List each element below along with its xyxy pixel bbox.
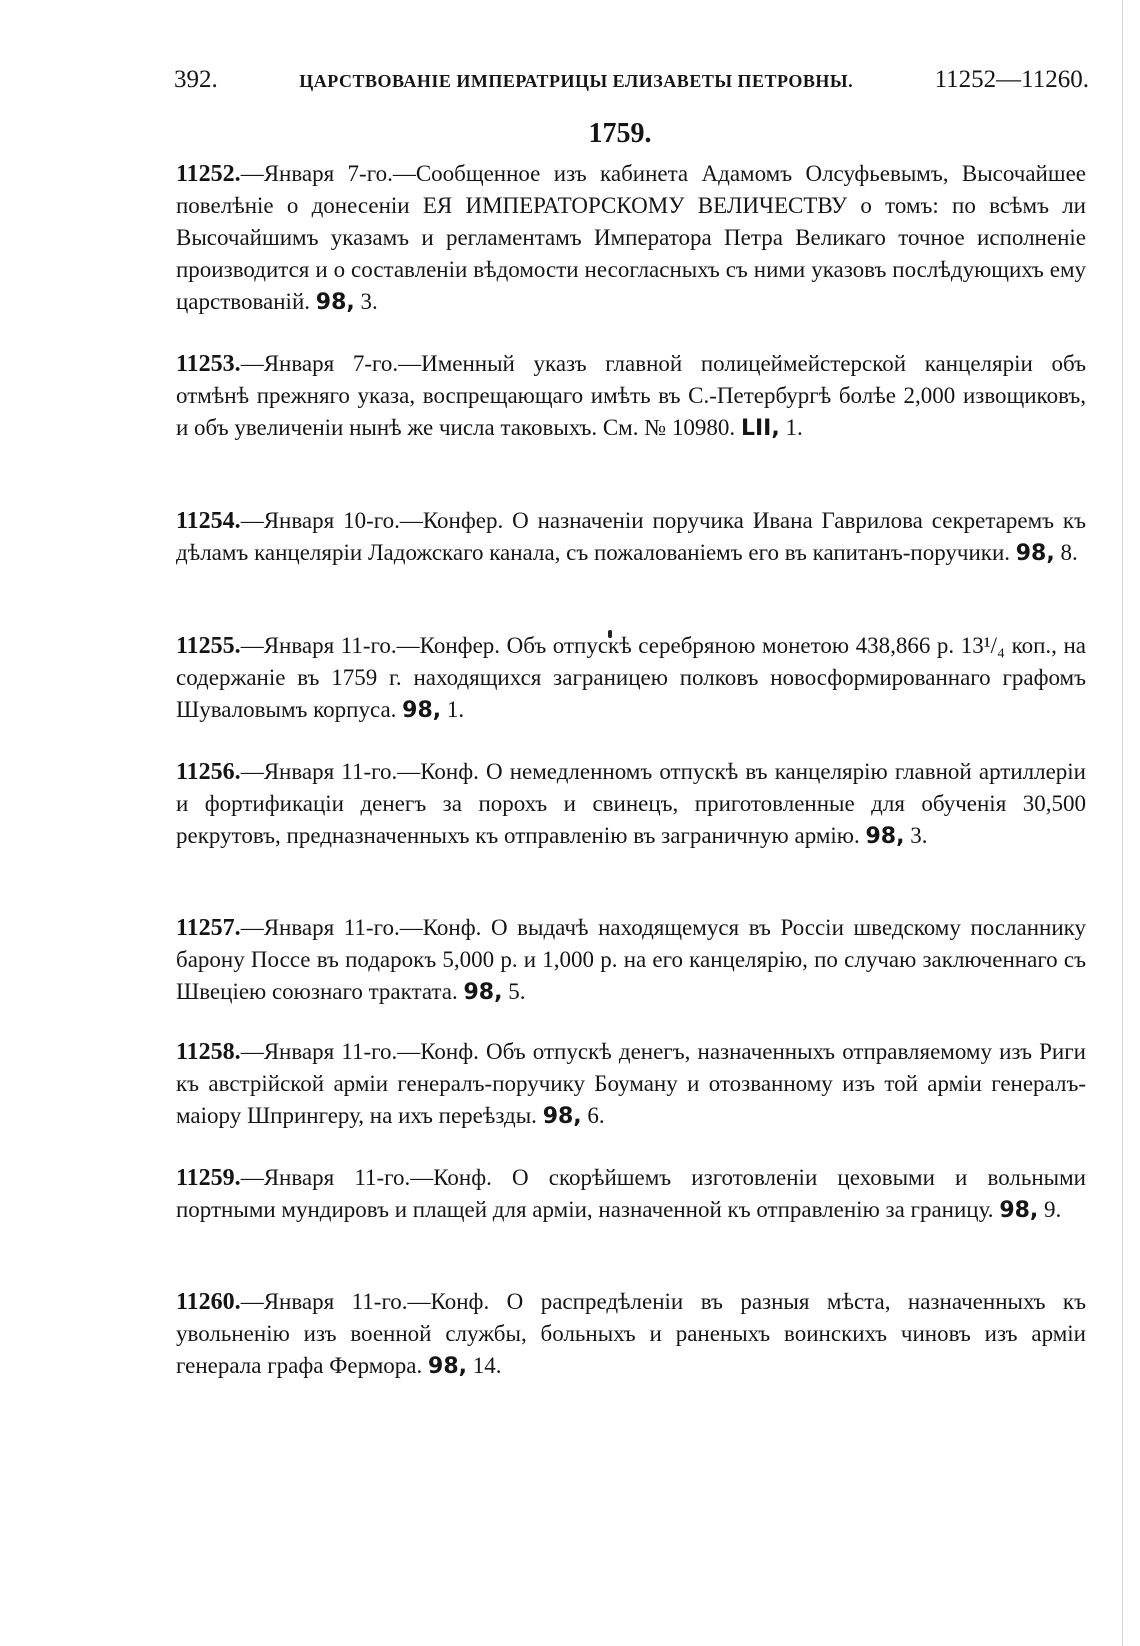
running-header <box>174 66 1089 102</box>
entry-number: 11259. <box>176 1165 241 1191</box>
source-volume: 98, <box>999 1198 1039 1223</box>
entry-number: 11254. <box>176 508 241 534</box>
running-title: ЦАРСТВОВАНІЕ ИМПЕРАТРИЦЫ ЕЛИЗАВЕТЫ ПЕТРОВНЫ. <box>299 71 854 91</box>
source-page: 6. <box>581 1103 605 1128</box>
entry-number: 11253. <box>176 351 241 377</box>
source-page: 5. <box>502 979 526 1004</box>
source-volume: 98, <box>1015 541 1055 566</box>
entry-11254 <box>176 505 1086 570</box>
entry-number: 11260. <box>176 1289 241 1315</box>
source-page: 1. <box>779 415 803 440</box>
entry-11260 <box>176 1286 1086 1383</box>
entry-11258 <box>176 1036 1086 1133</box>
page-edge-line <box>1122 0 1123 1646</box>
entry-text: —Января 7-го.—Сообщенное изъ кабинета Адамомъ Олсуфьевымъ, Высочайшее повелѣніе о донесеніи ЕЯ ИМПЕРАТОРСКОМУ ВЕЛИЧЕСТВУ о томъ: по всѣмъ ли Высочайшимъ указамъ и регламентамъ Императора Петра Великаго точное исполненіе производится и о составленіи вѣдомости несогласныхъ съ ними указовъ послѣдующихъ ему царствованій. <box>176 161 1086 314</box>
source-page: 9. <box>1038 1197 1062 1222</box>
entry-number: 11257. <box>176 915 241 941</box>
entry-text: —Января 11-го.—Конф. О распредѣленіи въ разныя мѣста, назначенныхъ къ увольненію изъ военной службы, больныхъ и раненыхъ воинскихъ чиновъ изъ арміи генерала графа Фермора. <box>176 1289 1086 1378</box>
source-volume: 98, <box>542 1104 582 1129</box>
source-volume: LII, <box>740 416 780 441</box>
entry-number: 11258. <box>176 1039 241 1065</box>
entry-text: —Января 11-го.—Конфер. Объ отпускѣ серебряною монетою 438,866 р. 13¹/₄ коп., на содержаніе въ 1759 г. находящихся заграницею полковъ новосформированнаго графомъ Шуваловымъ корпуса. <box>176 633 1086 722</box>
entry-11259 <box>176 1162 1086 1227</box>
entry-11257 <box>176 912 1086 1009</box>
source-volume: 98, <box>463 980 503 1005</box>
source-volume: 98, <box>402 698 442 723</box>
page-number: 392. <box>174 66 218 93</box>
entry-11253 <box>176 348 1086 445</box>
source-volume: 98, <box>315 290 355 315</box>
entry-text: —Января 11-го.—Конф. О выдачѣ находящемуся въ Россіи шведскому посланнику барону Поссе въ подарокъ 5,000 р. и 1,000 р. на его канцелярію, по случаю заключеннаго съ Швеціею союзнаго трактата. <box>176 915 1086 1004</box>
entry-number: 11256. <box>176 759 241 785</box>
entry-range: 11252—11260. <box>934 66 1089 93</box>
entry-text: —Января 10-го.—Конфер. О назначеніи поручика Ивана Гаврилова секретаремъ къ дѣламъ канцеляріи Ладожскаго канала, съ пожалованіемъ его въ капитанъ-поручики. <box>176 508 1086 565</box>
entry-11256 <box>176 756 1086 853</box>
entry-number: 11252. <box>176 161 241 187</box>
entry-11252 <box>176 158 1086 319</box>
source-page: 1. <box>441 697 465 722</box>
source-page: 3. <box>904 823 928 848</box>
year-heading: 1759. <box>588 118 652 149</box>
entry-text: —Января 11-го.—Конф. О немедленномъ отпускѣ въ канцелярію главной артиллеріи и фортификаціи денегъ за порохъ и свинецъ, приготовленные для обученія 30,500 рекрутовъ, предназначенныхъ къ отправленію въ заграничную армію. <box>176 759 1086 848</box>
source-page: 3. <box>354 289 378 314</box>
source-page: 14. <box>467 1353 502 1378</box>
source-volume: 98, <box>865 824 905 849</box>
entry-11255 <box>176 630 1086 727</box>
entry-text: —Января 11-го.—Конф. Объ отпускѣ денегъ, назначенныхъ отправляемому изъ Риги къ австрійской арміи генералъ-поручику Боуману и отозванному изъ той арміи генералъ-маіору Шпрингеру, на ихъ переѣзды. <box>176 1039 1086 1128</box>
entry-text: —Января 11-го.—Конф. О скорѣйшемъ изготовленіи цеховыми и вольными портными мундировъ и плащей для арміи, назначенной къ отправленію за границу. <box>176 1165 1086 1222</box>
source-volume: 98, <box>428 1354 467 1379</box>
source-page: 8. <box>1054 540 1078 565</box>
entry-number: 11255. <box>176 633 241 659</box>
entry-text: —Января 7-го.—Именный указъ главной полицеймейстерской канцеляріи объ отмѣнѣ прежняго указа, воспрещающаго имѣть въ С.-Петербургѣ болѣе 2,000 извощиковъ, и объ увеличеніи нынѣ же числа таковыхъ. См. № 10980. <box>176 351 1086 440</box>
